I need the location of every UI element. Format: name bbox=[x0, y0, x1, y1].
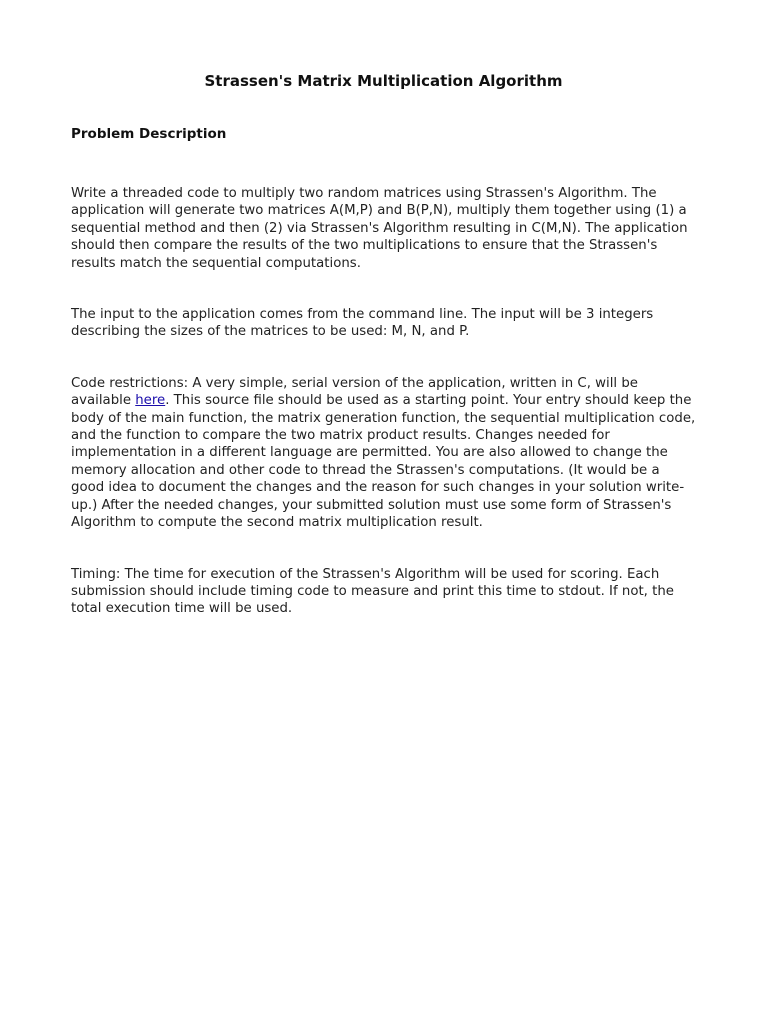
paragraph-code-restrictions-text-end: . This source file should be used as a starting point. Your entry should keep the body of the main function, the matrix generation function, the sequential multiplication code, and the function to compare the two matrix product results. Changes needed for implementation in a different language are permitted. You are also allowed to change the memory allocation and other code to thread the Strassen's computations. (It would be a good idea to document the changes and the reason for such changes in your solution write-up.) After the needed changes, your submitted solution must use some form of Strassen's Algorithm to compute the second matrix multiplication result. bbox=[71, 393, 696, 531]
paragraph-code-restrictions bbox=[71, 375, 696, 532]
document-title: Strassen's Matrix Multiplication Algorithm bbox=[204, 72, 563, 90]
paragraph-code-restrictions-text-start: Code restrictions: A very simple, serial version of the application, written in C, will be available bbox=[71, 375, 638, 409]
paragraph-input: The input to the application comes from the command line. The input will be 3 integers describing the sizes of the matrices to be used: M, N, and P. bbox=[71, 307, 654, 340]
paragraph-problem: Write a threaded code to multiply two random matrices using Strassen's Algorithm. The application will generate two matrices A(M,P) and B(P,N), multiply them together using (1) a sequential method and then (2) via Strassen's Algorithm resulting in C(M,N). The application should then compare the results of the two multiplications to ensure that the Strassen's results match the sequential computations. bbox=[71, 186, 688, 271]
source-file-link[interactable]: here bbox=[135, 393, 166, 409]
paragraph-timing: Timing: The time for execution of the Strassen's Algorithm will be used for scoring. Each submission should include timing code to measure and print this time to stdout. If not, the total execution time will be used. bbox=[71, 566, 674, 617]
section-heading: Problem Description bbox=[71, 126, 227, 142]
